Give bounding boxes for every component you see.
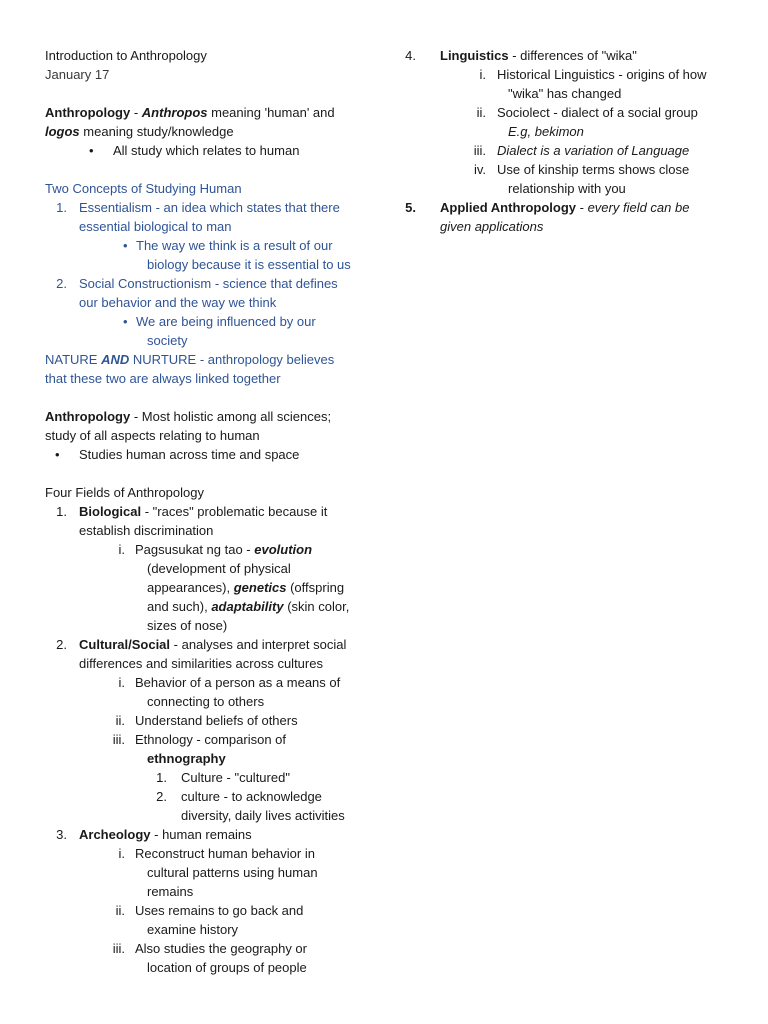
field-linguistics: 4. Linguistics - differences of "wika" (405, 48, 637, 63)
document-title: Introduction to Anthropology (45, 48, 207, 63)
definition-line-1: Anthropology - Anthropos meaning 'human' and (45, 105, 335, 120)
bullet-icon: • (123, 238, 128, 253)
nature-nurture-line-2: that these two are always linked together (45, 371, 281, 386)
definition-bullet: • All study which relates to human (89, 143, 300, 158)
concept-item-2: 2. Social Constructionism - science that defines (56, 276, 338, 291)
right-column: 4. Linguistics - differences of "wika" i. Historical Linguistics - origins of how "wika" has changed ii. Sociolect - dialect of a social group E.g, bekimon iii. Dialect is a variation of Language iv. Use of kinship terms shows close relationship with you 5. Applied Anthropology - every field can be given applications (418, 46, 738, 236)
holistic-bullet: • Studies human across time and space (55, 447, 300, 462)
field-biological: 1. Biological - "races" problematic because it (56, 504, 328, 519)
definition-word-logos: logos (45, 124, 80, 139)
nature-nurture-line-1: NATURE AND NURTURE - anthropology believes (45, 352, 335, 367)
field-linguistics-iii: iii. Dialect is a variation of Language (473, 143, 690, 158)
left-column: Introduction to Anthropology January 17 Anthropology - Anthropos meaning 'human' and logos meaning study/knowledge • All study which relates to human Two Concepts of Studying Human 1. Essentialism - an idea which states that there essential biological to man • The way we think is a result of our biology because it is essential to us 2. Social Constructionism - science that defines our behavior and the way we think • We are being influenced by our society NATURE AND NURTURE - anthropology believes that these two are always linked together Anthropology - Most holistic among all sciences; study of all aspects relating to human • Studies human across time and space Four Fields of Anthropology 1. Biological - "races" problematic because it establish discrimination i. Pagsusukat ng tao - evolution (development of physical appearances), genetics (offspring and such), adaptability (skin color, sizes of nose) 2. Cultural/Social - analyses and interpret social differences and similarities across cultures i. Behavior of a person as a means of connecting to others ii. Understand beliefs of others iii. Ethnology - comparison of ethnography 1. Culture - "cultured" 2. culture - to acknowledge diversity, daily lives activities 3. Archeology - human remains i. Reconstruct human behavior in cultural patterns using human remains ii. Uses remains to go back and examine history iii. Also studies the geography or location of groups of people (45, 46, 385, 977)
concept-item-1-bullet: • The way we think is a result of our (123, 238, 333, 253)
document-date: January 17 (45, 67, 110, 82)
field-cultural-iii-1: 1. Culture - "cultured" (156, 770, 290, 785)
field-cultural-ii: ii. Understand beliefs of others (115, 713, 298, 728)
definition-word-anthropos: Anthropos (141, 105, 208, 120)
field-cultural-iii: iii. Ethnology - comparison of (112, 732, 287, 747)
fields-heading: Four Fields of Anthropology (45, 485, 204, 500)
concepts-heading: Two Concepts of Studying Human (45, 181, 242, 196)
field-linguistics-i: i. Historical Linguistics - origins of how (479, 67, 707, 82)
field-linguistics-iv: iv. Use of kinship terms shows close (473, 162, 690, 177)
holistic-line-1: Anthropology - Most holistic among all sciences; (45, 409, 332, 424)
definition-term: Anthropology (45, 105, 131, 120)
field-archeology-i: i. Reconstruct human behavior in (118, 846, 315, 861)
field-linguistics-ii: ii. Sociolect - dialect of a social group (476, 105, 698, 120)
holistic-line-2: study of all aspects relating to human (45, 428, 260, 443)
concept-item-1: 1. Essentialism - an idea which states that there (56, 200, 340, 215)
concept-item-2-bullet: • We are being influenced by our (123, 314, 316, 329)
bullet-icon: • (89, 143, 94, 158)
bullet-icon: • (55, 447, 60, 462)
field-cultural: 2. Cultural/Social - analyses and interpret social (56, 637, 347, 652)
field-cultural-i: i. Behavior of a person as a means of (118, 675, 341, 690)
field-cultural-iii-2: 2. culture - to acknowledge (156, 789, 322, 804)
definition-line-2: logos meaning study/knowledge (45, 124, 234, 139)
field-archeology: 3. Archeology - human remains (56, 827, 252, 842)
bullet-icon: • (123, 314, 128, 329)
field-archeology-ii: ii. Uses remains to go back and (115, 903, 304, 918)
field-applied: 5. Applied Anthropology - every field can be (405, 200, 690, 215)
field-archeology-iii: iii. Also studies the geography or (112, 941, 307, 956)
field-biological-i: i. Pagsusukat ng tao - evolution (118, 542, 313, 557)
